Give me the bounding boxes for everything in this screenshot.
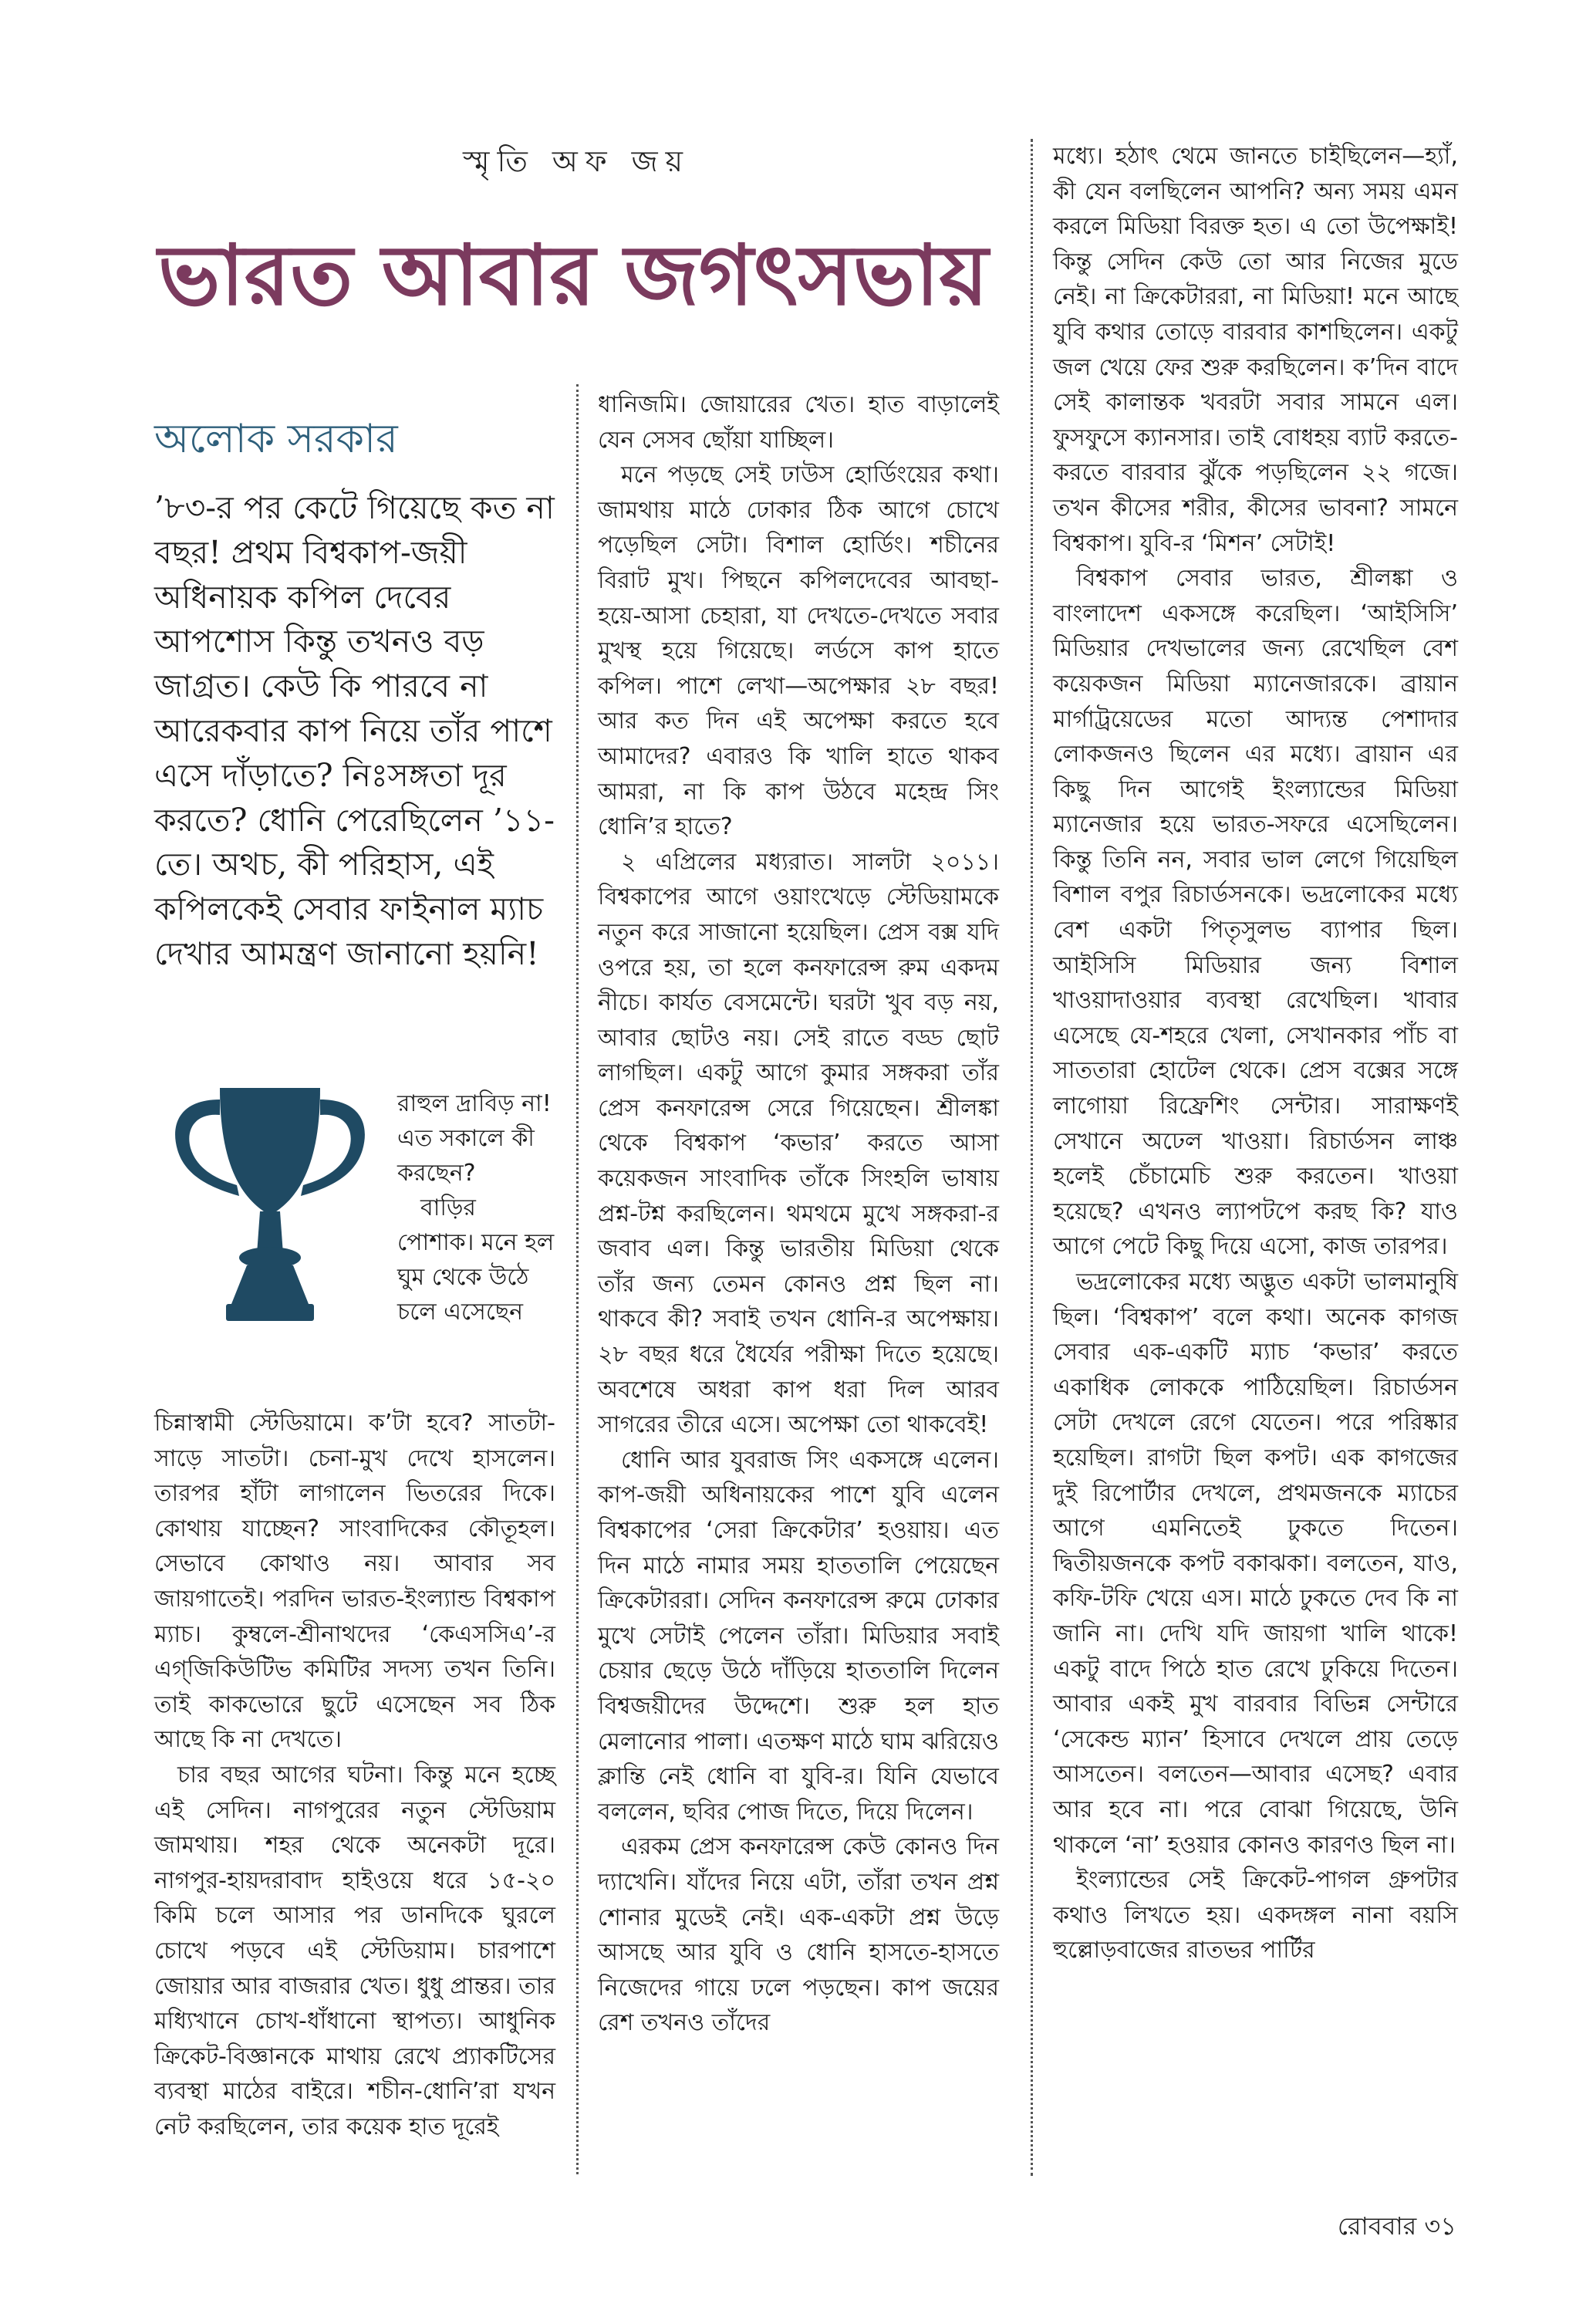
page-footer: রোববার ৩১ xyxy=(1337,2211,1456,2241)
paragraph: বিশ্বকাপ সেবার ভারত, শ্রীলঙ্কা ও বাংলাদেশ একসঙ্গে করেছিল। ‘আইসিসি’ মিডিয়ার দেখভালের জন্য রেখেছিল বেশ কয়েকজন মিডিয়া ম্যানেজারকে। ব্রায়ান মার্গাট্রয়েডের মতো আদ্যন্ত পেশাদার লোকজনও ছিলেন এর মধ্যে। ব্রায়ান এর কিছু দিন আগেই ইংল্যান্ডের মিডিয়া ম্যানেজার হয়ে ভারত-সফরে এসেছিলেন। কিন্তু তিনি নন, সবার ভাল লেগে গিয়েছিল বিশাল বপুর রিচার্ডসনকে। ভদ্রলোকের মধ্যে বেশ একটা পিতৃসুলভ ব্যাপার ছিল। আইসিসি মিডিয়ার জন্য বিশাল খাওয়াদাওয়ার ব্যবস্থা রেখেছিল। খাবার এসেছে যে-শহরে খেলা, সেখানকার পাঁচ বা সাততারা হোটেল থেকে। প্রেস বক্সের সঙ্গে লাগোয়া রিফ্রেশিং সেন্টার। সারাক্ষণই সেখানে অঢেল খাওয়া। রিচার্ডসন লাঞ্চ হলেই চেঁচামেচি শুরু করতেন। খাওয়া হয়েছে? এখনও ল্যাপটপে করছ কি? যাও আগে পেটে কিছু দিয়ে এসো, কাজ তারপর। xyxy=(1053,565,1458,1261)
column-1-trophy-wrap xyxy=(397,1086,555,1329)
paragraph: ধোনি আর যুবরাজ সিং একসঙ্গে এলেন। কাপ-জয়ী অধিনায়কের পাশে যুবি এলেন বিশ্বকাপের ‘সেরা ক্রিকেটার’ হওয়ায়। এত দিন মাঠে নামার সময় হাততালি পেয়েছেন ক্রিকেটাররা। সেদিন কনফারেন্স রুমে ঢোকার মুখে সেটাই পেলেন তাঁরা। মিডিয়ার সবাই চেয়ার ছেড়ে উঠে দাঁড়িয়ে হাততালি দিলেন বিশ্বজয়ীদের উদ্দেশে। শুরু হল হাত মেলানোর পালা। এতক্ষণ মাঠে ঘাম ঝরিয়েও ক্লান্তি নেই ধোনি বা যুবি-র। যিনি যেভাবে বললেন, ছবির পোজ দিতে, দিয়ে দিলেন। xyxy=(598,1446,999,1826)
column-2 xyxy=(598,387,999,2041)
column-1 xyxy=(154,1406,555,2144)
paragraph: চিন্নাস্বামী স্টেডিয়ামে। ক’টা হবে? সাতটা-সাড়ে সাতটা। চেনা-মুখ দেখে হাসলেন। তারপর হাঁটা লাগালেন ভিতরের দিকে। কোথায় যাচ্ছেন? সাংবাদিকের কৌতূহল। সেভাবে কোথাও নয়। আবার সব জায়গাতেই। পরদিন ভারত-ইংল্যান্ড বিশ্বকাপ ম্যাচ। কুম্বলে-শ্রীনাথদের ‘কেএসসিএ’-র এগ্‌জিকিউটিভ কমিটির সদস্য তখন তিনি। তাই কাকভোরে ছুটে এসেছেন সব ঠিক আছে কি না দেখতে। xyxy=(154,1410,555,1754)
paragraph: ধানিজমি। জোয়ারের খেত। হাত বাড়ালেই যেন সেসব ছোঁয়া যাচ্ছিল। xyxy=(598,391,999,454)
author-byline: অলোক সরকার xyxy=(154,416,398,462)
paragraph: চার বছর আগের ঘটনা। কিন্তু মনে হচ্ছে এই সেদিন। নাগপুরের নতুন স্টেডিয়াম জামথায়। শহর থেকে অনেকটা দূরে। নাগপুর-হায়দরাবাদ হাইওয়ে ধরে ১৫-২০ কিমি চলে আসার পর ডানদিকে ঘুরলে চোখে পড়বে এই স্টেডিয়াম। চারপাশে জোয়ার আর বাজরার খেত। ধুধু প্রান্তর। তার মধ্যিখানে চোখ-ধাঁধানো স্থাপত্য। আধুনিক ক্রিকেট-বিজ্ঞানকে মাথায় রেখে প্র্যাকটিসের ব্যবস্থা মাঠের বাইরে। শচীন-ধোনি’রা যখন নেট করছিলেন, তার কয়েক হাত দূরেই xyxy=(154,1761,555,2140)
paragraph: রাহুল দ্রাবিড় না! এত সকালে কী করছেন? xyxy=(397,1090,552,1187)
trophy-icon xyxy=(166,1080,374,1335)
paragraph: ২ এপ্রিলের মধ্যরাত। সালটা ২০১১। বিশ্বকাপের আগে ওয়াংখেড়ে স্টেডিয়ামকে নতুন করে সাজানো হয়েছিল। প্রেস বক্স যদি ওপরে হয়, তা হলে কনফারেন্স রুম একদম নীচে। কার্যত বেসমেন্টে। ঘরটা খুব বড় নয়, আবার ছোটও নয়। সেই রাতে বড্ড ছোট লাগছিল। একটু আগে কুমার সঙ্গকরা তাঁর প্রেস কনফারেন্স সেরে গিয়েছেন। শ্রীলঙ্কা থেকে বিশ্বকাপ ‘কভার’ করতে আসা কয়েকজন সাংবাদিক তাঁকে সিংহলি ভাষায় প্রশ্ন-টশ্ন করছিলেন। থমথমে মুখে সঙ্গকরা-র জবাব এল। কিন্তু ভারতীয় মিডিয়া থেকে তাঁর জন্য তেমন কোনও প্রশ্ন ছিল না। থাকবে কী? সবাই তখন ধোনি-র অপেক্ষায়। ২৮ বছর ধরে ধৈর্যের পরীক্ষা দিতে হয়েছে। অবশেষে অধরা কাপ ধরা দিল আরব সাগরের তীরে এসে। অপেক্ষা তো থাকবেই! xyxy=(598,848,999,1439)
section-kicker: স্মৃতি অফ জয় xyxy=(463,144,691,178)
paragraph: ভদ্রলোকের মধ্যে অদ্ভুত একটা ভালমানুষি ছিল। ‘বিশ্বকাপ’ বলে কথা। অনেক কাগজ সেবার এক-একটি ম্যাচ ‘কভার’ করতে একাধিক লোককে পাঠিয়েছিল। রিচার্ডসন সেটা দেখলে রেগে যেতেন। পরে পরিষ্কার হয়েছিল। রাগটা ছিল কপট। এক কাগজের দুই রিপোর্টার দেখলে, প্রথমজনকে ম্যাচের আগে এমনিতেই ঢুকতে দিতেন। দ্বিতীয়জনকে কপট বকাঝকা। বলতেন, যাও, কফি-টফি খেয়ে এস। মাঠে ঢুকতে দেব কি না জানি না। দেখি যদি জায়গা খালি থাকে! একটু বাদে পিঠে হাত রেখে ঢুকিয়ে দিতেন। আবার একই মুখ বারবার বিভিন্ন সেন্টারে ‘সেকেন্ড ম্যান’ হিসাবে দেখলে প্রায় তেড়ে আসতেন। বলতেন—আবার এসেছ? এবার আর হবে না। পরে বোঝা গিয়েছে, উনি থাকলে ‘না’ হওয়ার কোনও কারণও ছিল না। xyxy=(1053,1268,1458,1859)
page-title: ভারত আবার জগৎসভায় xyxy=(158,227,989,324)
intro-text: ’৮৩-র পর কেটে গিয়েছে কত না বছর! প্রথম বিশ্বকাপ-জয়ী অধিনায়ক কপিল দেবের আপশোস কিন্তু তখনও বড় জাগ্রত। কেউ কি পারবে না আরেকবার কাপ নিয়ে তাঁর পাশে এসে দাঁড়াতে? নিঃসঙ্গতা দূর করতে? ধোনি পেরেছিলেন ’১১-তে। অথচ, কী পরিহাস, এই কপিলকেই সেবার ফাইনাল ম্যাচ দেখার আমন্ত্রণ জানানো হয়নি! xyxy=(154,489,555,972)
column-3 xyxy=(1053,139,1458,1968)
column-divider xyxy=(1031,139,1033,2176)
column-divider xyxy=(576,384,579,2174)
paragraph: ইংল্যান্ডের সেই ক্রিকেট-পাগল গ্রুপটার কথাও লিখতে হয়। একদঙ্গল নানা বয়সি হুল্লোড়বাজের রাতভর পার্টির xyxy=(1053,1866,1458,1964)
paragraph: এরকম প্রেস কনফারেন্স কেউ কোনও দিন দ্যাখেনি। যাঁদের নিয়ে এটা, তাঁরা তখন প্রশ্ন শোনার মুডেই নেই। এক-একটা প্রশ্ন উড়ে আসছে আর যুবি ও ধোনি হাসতে-হাসতে নিজেদের গায়ে ঢলে পড়ছেন। কাপ জয়ের রেশ তখনও তাঁদের xyxy=(598,1833,999,2037)
paragraph: মনে পড়ছে সেই ঢাউস হোর্ডিংয়ের কথা। জামথায় মাঠে ঢোকার ঠিক আগে চোখে পড়েছিল সেটা। বিশাল হোর্ডিং। শচীনের বিরাট মুখ। পিছনে কপিলদেবের আবছা-হয়ে-আসা চেহারা, যা দেখতে-দেখতে সবার মুখস্থ হয়ে গিয়েছে। লর্ডসে কাপ হাতে কপিল। পাশে লেখা—অপেক্ষার ২৮ বছর! আর কত দিন এই অপেক্ষা করতে হবে আমাদের? এবারও কি খালি হাতে থাকব আমরা, না কি কাপ উঠবে মহেন্দ্র সিং ধোনি’র হাতে? xyxy=(598,461,999,841)
intro-standfirst xyxy=(154,486,555,977)
paragraph: মধ্যে। হঠাৎ থেমে জানতে চাইছিলেন—হ্যাঁ, কী যেন বলছিলেন আপনি? অন্য সময় এমন করলে মিডিয়া বিরক্ত হত। এ তো উপেক্ষাই! কিন্তু সেদিন কেউ তো আর নিজের মুডে নেই। না ক্রিকেটাররা, না মিডিয়া! মনে আছে যুবি কথার তোড়ে বারবার কাশছিলেন। একটু জল খেয়ে ফের শুরু করছিলেন। ক’দিন বাদে সেই কালান্তক খবরটা সবার সামনে এল। ফুসফুসে ক্যানসার। তাই বোধহয় ব্যাট করতে-করতে বারবার ঝুঁকে পড়ছিলেন ২২ গজে। তখন কীসের শরীর, কীসের ভাবনা? সামনে বিশ্বকাপ। যুবি-র ‘মিশন’ সেটাই! xyxy=(1053,143,1458,557)
paragraph: বাড়ির পোশাক। মনে হল ঘুম থেকে উঠে চলে এসেছেন xyxy=(397,1194,555,1326)
